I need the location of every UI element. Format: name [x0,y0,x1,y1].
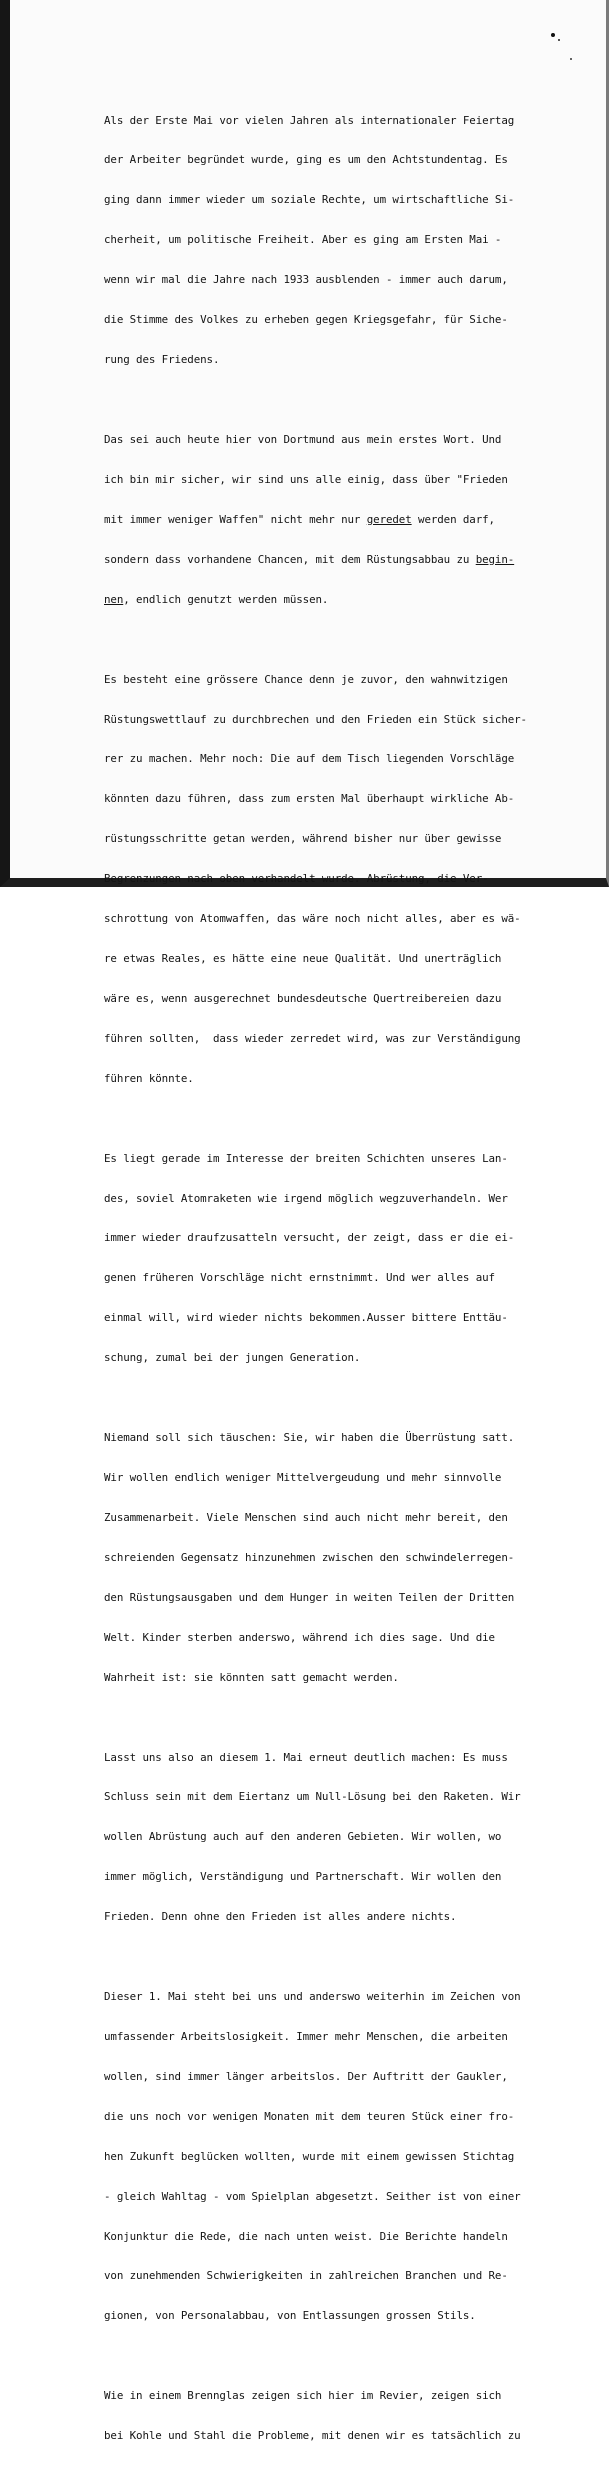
text-line: Frieden. Denn ohne den Frieden ist alles andere nichts. [104,1910,457,1924]
text-line: die Stimme des Volkes zu erheben gegen Kriegsgefahr, für Siche- [104,313,508,327]
text-line: schreienden Gegensatz hinzunehmen zwischen den schwindelerregen- [104,1550,515,1564]
text-line: ich bin mir sicher, wir sind uns alle einig, dass über "Frieden [104,472,508,486]
text-line: immer wieder draufzusatteln versucht, der zeigt, dass er die ei- [104,1231,515,1245]
text-line: Das sei auch heute hier von Dortmund aus mein erstes Wort. Und [104,433,502,447]
scan-speck [558,39,560,41]
text-line: führen sollten, dass wieder zerredet wird, was zur Verständigung [104,1031,521,1045]
paragraph-8 [104,2363,584,2469]
paragraph-7 [104,1964,584,2350]
paragraph-5 [104,1405,584,1711]
text-line: Lasst uns also an diesem 1. Mai erneut deutlich machen: Es muss [104,1750,508,1764]
text-line: Begrenzungen nach oben verhandelt wurde. Abrüstung, die Ver- [104,872,489,886]
text-line: nen, endlich genutzt werden müssen. [104,592,329,606]
paragraph-2 [104,406,584,632]
paragraph-3 [104,646,584,1111]
text-line: Welt. Kinder sterben anderswo, während ich dies sage. Und die [104,1630,495,1644]
text-line: des, soviel Atomraketen wie irgend möglich wegzuverhandeln. Wer [104,1191,508,1205]
text-line: rung des Friedens. [104,352,220,366]
text-line: einmal will, wird wieder nichts bekommen.Ausser bittere Enttäu- [104,1311,508,1325]
paragraph-1 [104,87,584,393]
text-line: die uns noch vor wenigen Monaten mit dem teuren Stück einer fro- [104,2109,515,2123]
text-line: Es liegt gerade im Interesse der breiten Schichten unseres Lan- [104,1151,508,1165]
text-line: cherheit, um politische Freiheit. Aber es ging am Ersten Mai - [104,233,502,247]
text-line: rüstungsschritte getan werden, während bisher nur über gewisse [104,832,502,846]
text-line: Niemand soll sich täuschen: Sie, wir haben die Überrüstung satt. [104,1431,515,1445]
text-line: könnten dazu führen, dass zum ersten Mal überhaupt wirkliche Ab- [104,792,515,806]
text-line: wollen Abrüstung auch auf den anderen Gebieten. Wir wollen, wo [104,1830,502,1844]
text-line: schung, zumal bei der jungen Generation. [104,1351,361,1365]
text-line: von zunehmenden Schwierigkeiten in zahlreichen Branchen und Re- [104,2269,508,2283]
text-line: rer zu machen. Mehr noch: Die auf dem Tisch liegenden Vorschläge [104,752,515,766]
text-line: bei Kohle und Stahl die Probleme, mit denen wir es tatsächlich zu [104,2429,521,2443]
speech-text [104,87,584,2483]
scan-speck [570,58,572,60]
paragraph-4 [104,1125,584,1391]
text-line: schrottung von Atomwaffen, das wäre noch nicht alles, aber es wä- [104,912,521,925]
text-line: hen Zukunft beglücken wollten, wurde mit einem gewissen Stichtag [104,2149,515,2163]
text-line: - gleich Wahltag - vom Spielplan abgesetzt. Seither ist von einer [104,2189,521,2203]
text-line: mit immer weniger Waffen" nicht mehr nur geredet werden darf, [104,512,495,526]
text-line: wollen, sind immer länger arbeitslos. Der Auftritt der Gaukler, [104,2070,508,2084]
text-line: Es besteht eine grössere Chance denn je zuvor, den wahnwitzigen [104,672,508,686]
text-line: sondern dass vorhandene Chancen, mit dem Rüstungsabbau zu begin- [104,552,515,566]
text-line: umfassender Arbeitslosigkeit. Immer mehr Menschen, die arbeiten [104,2030,508,2044]
text-line: Als der Erste Mai vor vielen Jahren als internationaler Feiertag [104,113,515,127]
paragraph-6 [104,1724,584,1950]
text-line: Wie in einem Brennglas zeigen sich hier im Revier, zeigen sich [104,2389,502,2403]
text-line: immer möglich, Verständigung und Partnerschaft. Wir wollen den [104,1870,502,1884]
text-line: gionen, von Personalabbau, von Entlassungen grossen Stils. [104,2309,476,2323]
text-line: Zusammenarbeit. Viele Menschen sind auch nicht mehr bereit, den [104,1510,508,1524]
text-line: wenn wir mal die Jahre nach 1933 ausblenden - immer auch darum, [104,273,508,287]
text-line: Rüstungswettlauf zu durchbrechen und den Frieden ein Stück sicher- [104,712,527,726]
text-line: führen könnte. [104,1071,194,1085]
text-line: Wahrheit ist: sie könnten satt gemacht werden. [104,1670,399,1684]
text-line: Schluss sein mit dem Eiertanz um Null-Lösung bei den Raketen. Wir [104,1790,521,1804]
text-line: Dieser 1. Mai steht bei uns und anderswo weiterhin im Zeichen von [104,1990,521,2004]
text-line: Konjunktur die Rede, die nach unten weist. Die Berichte handeln [104,2229,508,2243]
text-line: re etwas Reales, es hätte eine neue Qualität. Und unerträglich [104,951,502,965]
scan-speck [551,33,555,37]
text-line: wäre es, wenn ausgerechnet bundesdeutsche Quertreibereien dazu [104,991,502,1005]
text-line: genen früheren Vorschläge nicht ernstnimmt. Und wer alles auf [104,1271,495,1285]
text-line: Wir wollen endlich weniger Mittelvergeudung und mehr sinnvolle [104,1471,502,1485]
text-line: den Rüstungsausgaben und dem Hunger in weiten Teilen der Dritten [104,1590,515,1604]
text-line: der Arbeiter begründet wurde, ging es um den Achtstundentag. Es [104,153,508,167]
text-line: ging dann immer wieder um soziale Rechte, um wirtschaftliche Si- [104,193,515,207]
